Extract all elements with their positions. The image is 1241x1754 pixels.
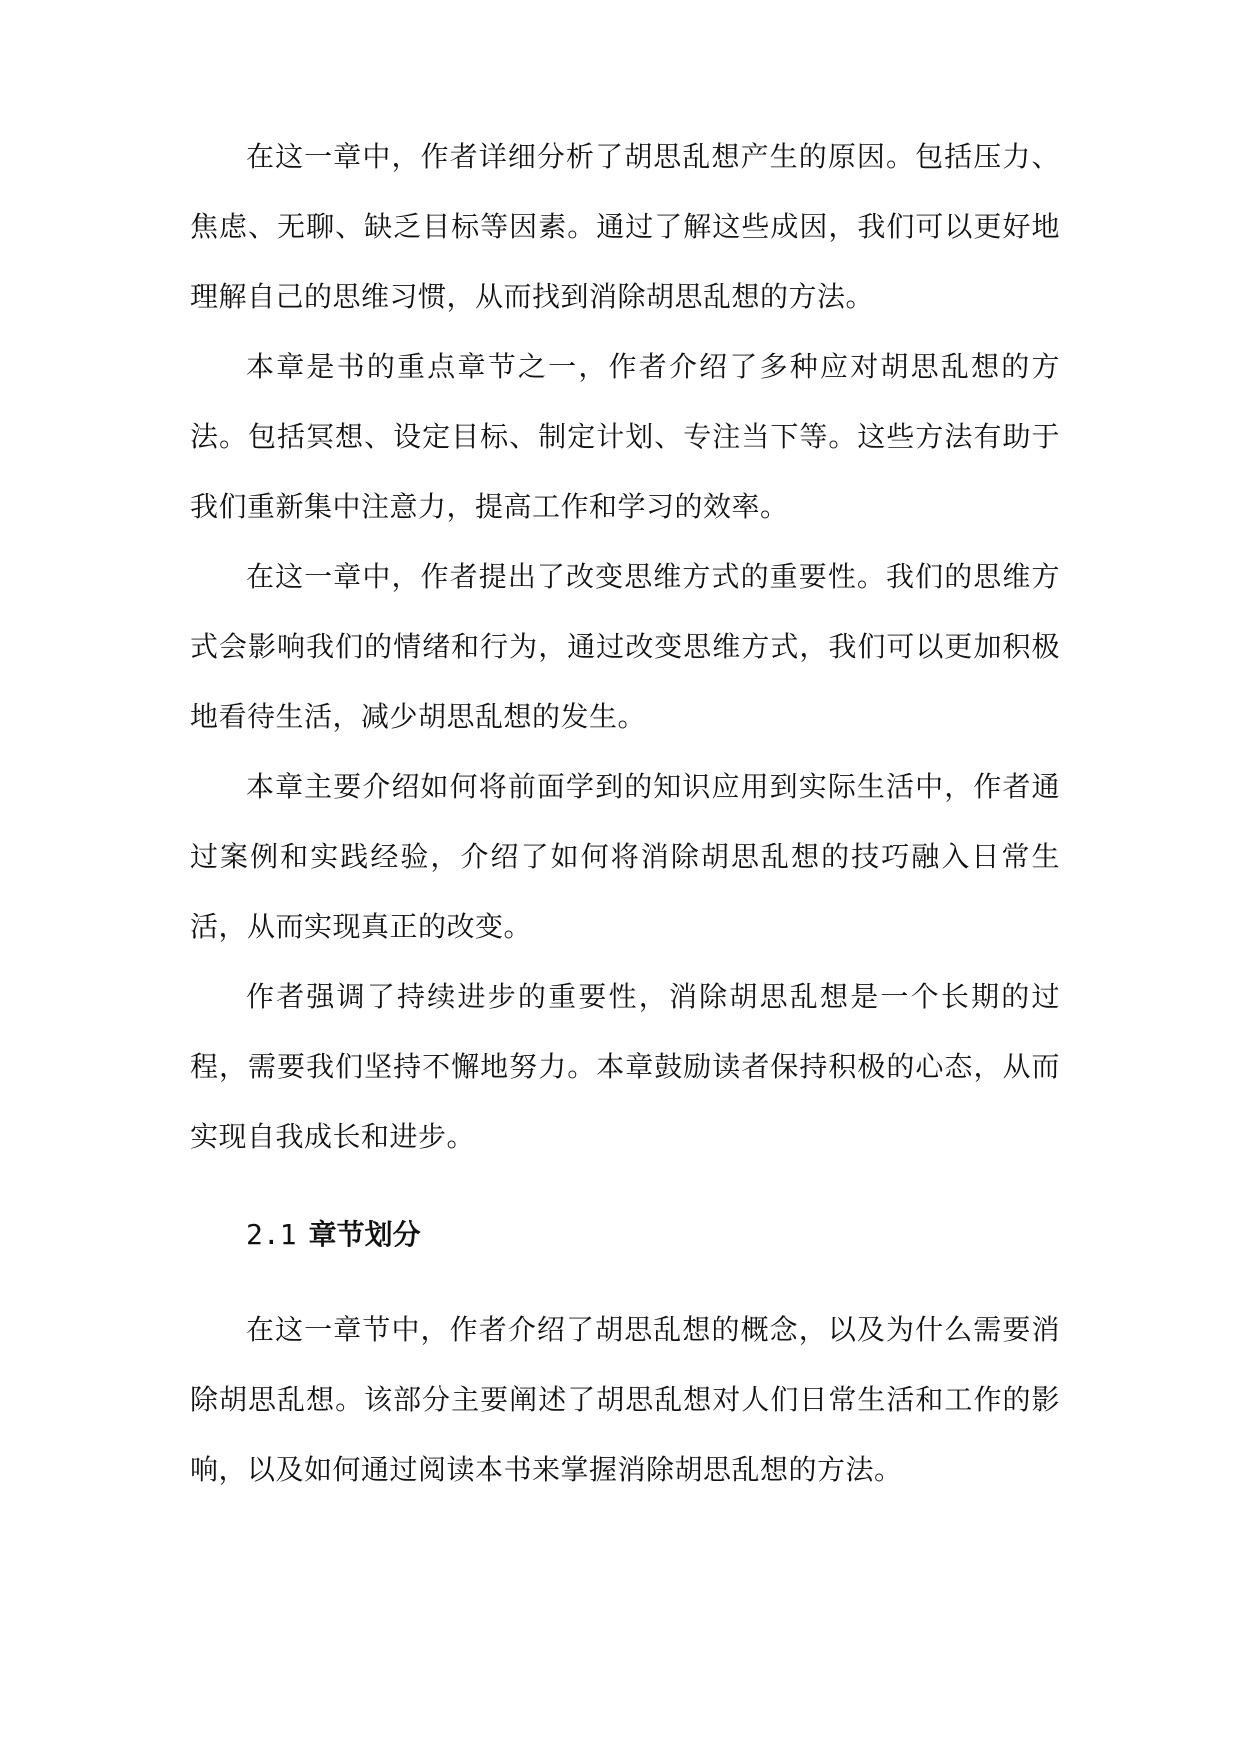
- section-title: 章节划分: [308, 1218, 421, 1251]
- section-number: 2.1: [246, 1218, 297, 1251]
- section-heading: [246, 1200, 421, 1270]
- paragraph-mindset: 在这一章中，作者提出了改变思维方式的重要性。我们的思维方式会影响我们的情绪和行为，通过改变思维方式，我们可以更加积极地看待生活，减少胡思乱想的发生。: [190, 560, 1060, 733]
- paragraph-methods: 本章是书的重点章节之一，作者介绍了多种应对胡思乱想的方法。包括冥想、设定目标、制定计划、专注当下等。这些方法有助于我们重新集中注意力，提高工作和学习的效率。: [190, 350, 1060, 523]
- paragraph-progress: 作者强调了持续进步的重要性，消除胡思乱想是一个长期的过程，需要我们坚持不懈地努力。本章鼓励读者保持积极的心态，从而实现自我成长和进步。: [190, 980, 1060, 1153]
- paragraph-section-intro: 在这一章节中，作者介绍了胡思乱想的概念，以及为什么需要消除胡思乱想。该部分主要阐述了胡思乱想对人们日常生活和工作的影响，以及如何通过阅读本书来掌握消除胡思乱想的方法。: [190, 1313, 1060, 1486]
- paragraph-application: 本章主要介绍如何将前面学到的知识应用到实际生活中，作者通过案例和实践经验，介绍了如何将消除胡思乱想的技巧融入日常生活，从而实现真正的改变。: [190, 770, 1060, 943]
- paragraph-causes: 在这一章中，作者详细分析了胡思乱想产生的原因。包括压力、焦虑、无聊、缺乏目标等因素。通过了解这些成因，我们可以更好地理解自己的思维习惯，从而找到消除胡思乱想的方法。: [190, 140, 1060, 313]
